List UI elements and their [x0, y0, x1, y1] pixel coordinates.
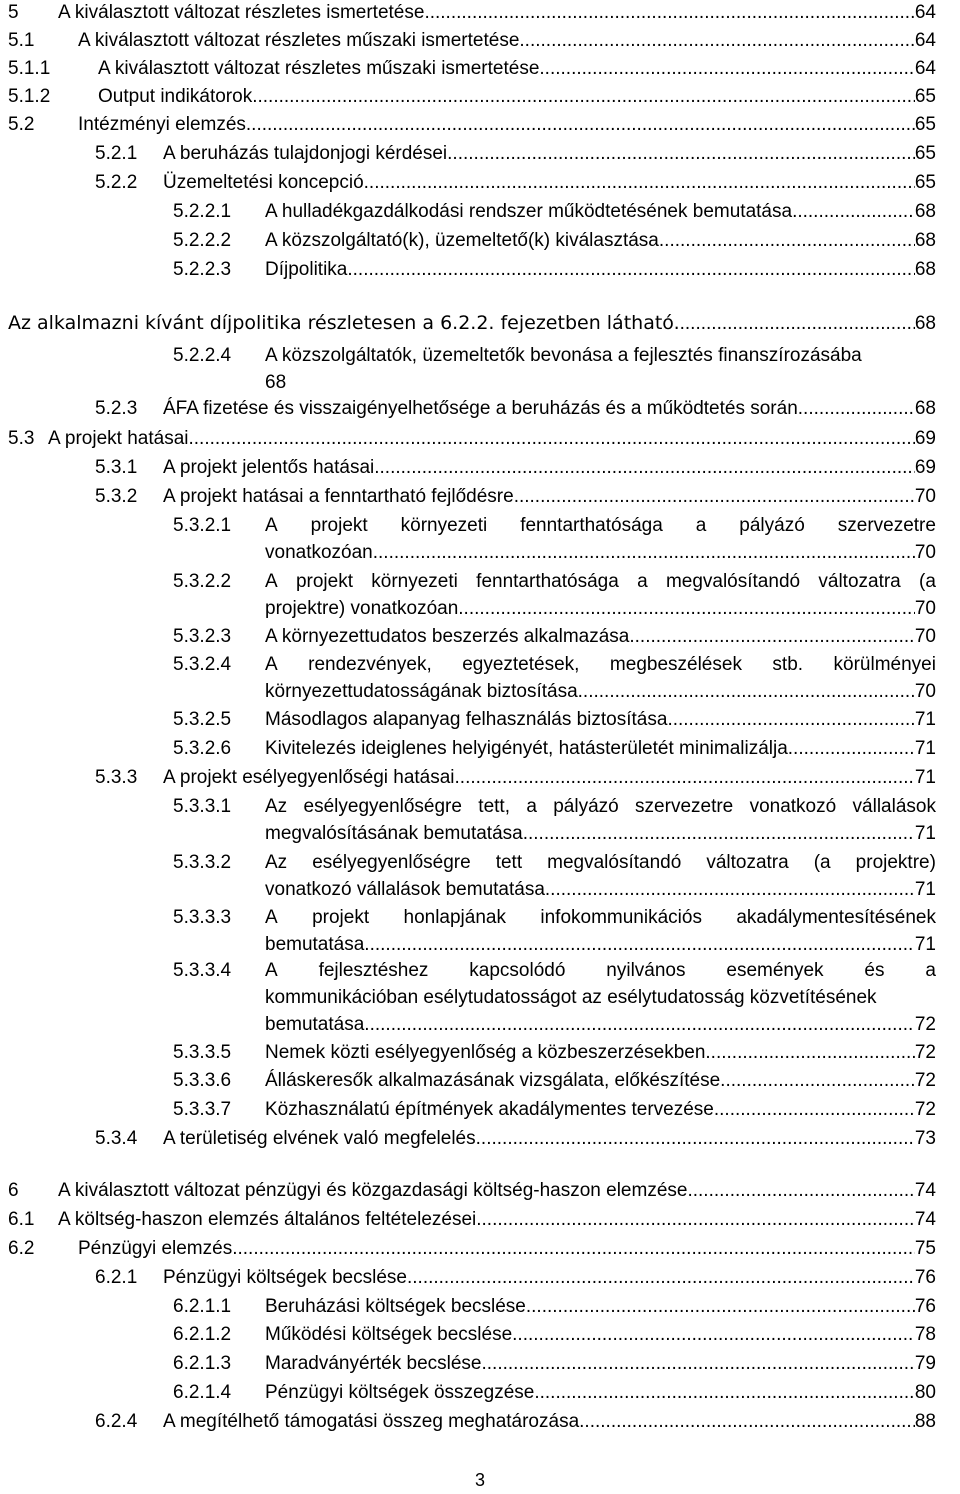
toc-leader-dots — [720, 1068, 915, 1094]
toc-entry-title: környezettudatosságának biztosítása — [265, 681, 578, 702]
toc-page-number: 64 — [914, 58, 936, 79]
toc-entry — [0, 794, 936, 844]
toc-entry — [0, 1351, 936, 1377]
toc-entry — [0, 56, 936, 82]
toc-page-number: 71 — [914, 823, 936, 844]
toc-leader-dots — [680, 311, 915, 337]
toc-entry-number: 6.2.1 — [95, 1267, 138, 1288]
toc-leader-dots — [534, 1380, 915, 1406]
toc-leader-dots — [364, 170, 915, 196]
toc-leader-dots — [347, 257, 914, 283]
toc-entry-title: Nemek közti esélyegyenlőség a közbeszerzésekben — [265, 1042, 706, 1063]
toc-page-number: 74 — [914, 1209, 936, 1230]
toc-entry-line — [265, 1351, 936, 1377]
toc-entry — [0, 455, 936, 481]
toc-entry-title: A hulladékgazdálkodási rendszer működtetésének bemutatása — [265, 201, 793, 222]
toc-entry — [0, 84, 936, 110]
toc-page-number: 70 — [914, 542, 936, 563]
toc-entry-title: A beruházás tulajdonjogi kérdései — [163, 143, 448, 164]
toc-entry-line — [163, 170, 936, 196]
toc-entry-number: 5.2 — [8, 114, 35, 135]
toc-entry — [0, 1236, 936, 1262]
toc-page-number: 70 — [914, 626, 936, 647]
toc-entry-line — [78, 28, 936, 54]
toc-page-number: 74 — [914, 1180, 936, 1201]
toc-entry — [0, 141, 936, 167]
toc-entry-number: 5.1.1 — [8, 58, 51, 79]
toc-entry — [0, 343, 936, 393]
toc-entry-title: bemutatása — [265, 1014, 365, 1035]
toc-entry — [0, 1097, 936, 1123]
toc-entry-line — [163, 1409, 936, 1435]
toc-page-number: 76 — [914, 1296, 936, 1317]
toc-page-number: 75 — [914, 1238, 936, 1259]
toc-page-number: 68 — [914, 313, 936, 334]
toc-leader-dots — [476, 1207, 915, 1233]
toc-leader-dots — [364, 1012, 915, 1038]
toc-entry-title: A költség-haszon elemzés általános feltételezései — [58, 1209, 477, 1230]
toc-entry-line — [265, 679, 936, 705]
toc-page-number: 68 — [914, 259, 936, 280]
toc-entry-number: 5.3.1 — [95, 457, 138, 478]
toc-entry-title: A rendezvények, egyeztetések, megbeszélések stb. körülményei — [265, 654, 936, 675]
toc-entry-title: Közhasználatú építmények akadálymentes tervezése — [265, 1099, 714, 1120]
toc-entry-line — [163, 1126, 936, 1152]
toc-page-number: 72 — [914, 1070, 936, 1091]
toc-entry-number: 5.1.2 — [8, 86, 51, 107]
toc-entry — [0, 736, 936, 762]
toc-entry-line — [58, 1207, 936, 1233]
toc-entry-number: 5.3.2.6 — [173, 738, 232, 759]
toc-entry-line — [78, 1236, 936, 1262]
toc-entry-title: A közszolgáltató(k), üzemeltető(k) kiválasztása — [265, 230, 659, 251]
toc-page-number: 71 — [914, 738, 936, 759]
toc-entry-number: 6.2.1.1 — [173, 1296, 232, 1317]
toc-entry-title: Intézményi elemzés — [78, 114, 246, 135]
toc-entry — [0, 257, 936, 283]
toc-entry-number: 5.3.3.3 — [173, 907, 232, 928]
toc-entry-number: 5.3.3.1 — [173, 796, 232, 817]
toc-page-number: 65 — [914, 86, 936, 107]
toc-entry-line — [265, 1380, 936, 1406]
toc-page-number: 64 — [914, 2, 936, 23]
toc-page-number: 80 — [914, 1382, 936, 1403]
toc-entry-number: 5.2.2.3 — [173, 259, 232, 280]
toc-entry-number: 5.2.2.1 — [173, 201, 232, 222]
toc-entry-line — [265, 596, 936, 622]
toc-entry-title: A kiválasztott változat részletes műszaki ismertetése — [78, 30, 520, 51]
toc-entry-line — [78, 112, 936, 138]
toc-entry-line — [8, 310, 936, 337]
toc-entry — [0, 170, 936, 196]
toc-entry — [0, 28, 936, 54]
toc-entry-number: 6.2.1.3 — [173, 1353, 232, 1374]
toc-entry-number: 6.2.4 — [95, 1411, 138, 1432]
toc-entry — [0, 484, 936, 510]
toc-entry-title: Díjpolitika — [265, 259, 348, 280]
toc-entry — [0, 228, 936, 254]
toc-page-number: 73 — [914, 1128, 936, 1149]
toc-entry — [0, 426, 936, 452]
toc-entry-title: A közszolgáltatók, üzemeltetők bevonása a fejlesztés finanszírozásába — [265, 345, 862, 366]
toc-entry-title: Álláskeresők alkalmazásának vizsgálata, előkészítése — [265, 1070, 721, 1091]
toc-page-number: 88 — [914, 1411, 936, 1432]
toc-entry-line — [265, 932, 936, 958]
toc-entry-number: 5.3.3.7 — [173, 1099, 232, 1120]
toc-entry-number: 5.3.3.4 — [173, 960, 232, 981]
toc-entry — [0, 0, 936, 26]
toc-leader-dots — [455, 765, 915, 791]
toc-entry-number: 5.2.2 — [95, 172, 138, 193]
toc-page-number: 71 — [914, 767, 936, 788]
toc-entry — [0, 1068, 936, 1094]
toc-entry-title: A kiválasztott változat részletes ismertetése — [58, 2, 425, 23]
toc-entry-number: 5.3.2.1 — [173, 515, 232, 536]
toc-entry-number: 5.2.1 — [95, 143, 138, 164]
toc-entry-number: 5.3.2.3 — [173, 626, 232, 647]
toc-entry-title: A megítélhető támogatási összeg meghatározása — [163, 1411, 580, 1432]
toc-entry-line — [163, 484, 936, 510]
toc-leader-dots — [447, 141, 915, 167]
toc-entry — [0, 850, 936, 900]
toc-entry-title: megvalósításának bemutatása — [265, 823, 523, 844]
toc-entry-title: Beruházási költségek becslése — [265, 1296, 526, 1317]
toc-leader-dots — [476, 1126, 915, 1152]
toc-entry-line — [98, 56, 936, 82]
toc-entry-title: ÁFA fizetése és visszaigényelhetősége a beruházás és a működtetés során — [163, 398, 798, 419]
toc-page-number: 65 — [914, 172, 936, 193]
toc-entry-title: A kiválasztott változat részletes műszaki ismertetése — [98, 58, 540, 79]
toc-entry-title: A környezettudatos beszerzés alkalmazása — [265, 626, 630, 647]
toc-entry-title: A projekt hatásai a fenntartható fejlődésre — [163, 486, 514, 507]
toc-entry-title: Output indikátorok — [98, 86, 253, 107]
toc-entry-line — [98, 84, 936, 110]
toc-entry-line — [163, 396, 936, 422]
toc-entry — [0, 1265, 936, 1291]
toc-entry-line — [163, 141, 936, 167]
toc-leader-dots — [792, 199, 915, 225]
toc-entry — [0, 513, 936, 563]
toc-entry-title: A projekt hatásai — [48, 428, 189, 449]
toc-leader-dots — [407, 1265, 915, 1291]
toc-page-number: 76 — [914, 1267, 936, 1288]
toc-entry-title: Működési költségek becslése — [265, 1324, 513, 1345]
toc-leader-dots — [545, 877, 915, 903]
toc-leader-dots — [523, 821, 915, 847]
toc-entry-title: A projekt környezeti fenntarthatósága a pályázó szervezetre — [265, 515, 936, 536]
toc-leader-dots — [579, 1409, 915, 1435]
toc-leader-dots — [246, 112, 915, 138]
toc-page-number: 64 — [914, 30, 936, 51]
toc-entry-title: Az alkalmazni kívánt díjpolitika részletesen a 6.2.2. fejezetben látható. — [8, 312, 680, 334]
toc-entry-title: A fejlesztéshez kapcsolódó nyilvános események és a — [265, 960, 936, 981]
toc-entry-number: 5.3.3.2 — [173, 852, 232, 873]
toc-leader-dots — [578, 679, 915, 705]
toc-leader-dots — [232, 1236, 915, 1262]
toc-page-number: 72 — [914, 1014, 936, 1035]
toc-entry — [0, 707, 936, 733]
toc-leader-dots — [629, 624, 915, 650]
toc-page-number: 70 — [914, 598, 936, 619]
toc-entry-title: A projekt környezeti fenntarthatósága a megvalósítandó változatra (a — [265, 571, 936, 592]
toc-entry-number: 5.3.2.2 — [173, 571, 232, 592]
toc-leader-dots — [252, 84, 915, 110]
toc-entry-title: A projekt jelentős hatásai — [163, 457, 375, 478]
toc-entry — [0, 569, 936, 619]
toc-entry-number: 5.3.2 — [95, 486, 138, 507]
toc-entry-title: bemutatása — [265, 934, 365, 955]
toc-entry-title: Kivitelezés ideiglenes helyigényét, hatásterületét minimalizálja — [265, 738, 788, 759]
toc-entry-line — [48, 426, 936, 452]
toc-entry-line — [265, 624, 936, 650]
toc-entry — [0, 765, 936, 791]
toc-entry — [0, 652, 936, 702]
toc-entry — [0, 1294, 936, 1320]
toc-leader-dots — [659, 228, 915, 254]
toc-leader-dots — [512, 1322, 915, 1348]
toc-page-number: 68 — [914, 230, 936, 251]
toc-leader-dots — [514, 484, 915, 510]
toc-page-number: 69 — [914, 457, 936, 478]
toc-entry-number: 6 — [8, 1180, 19, 1201]
toc-leader-dots — [687, 1178, 914, 1204]
toc-leader-dots — [667, 707, 914, 733]
toc-leader-dots — [374, 455, 915, 481]
toc-entry-line — [265, 228, 936, 254]
toc-entry — [0, 1322, 936, 1348]
toc-leader-dots — [714, 1097, 915, 1123]
toc-entry-title: projektre) vonatkozóan — [265, 598, 459, 619]
toc-entry-number: 5.1 — [8, 30, 35, 51]
toc-leader-dots — [519, 28, 914, 54]
toc-entry-line — [58, 0, 936, 26]
toc-page-number: 72 — [914, 1099, 936, 1120]
toc-entry-title: vonatkozóan — [265, 542, 373, 563]
toc-entry-line — [265, 1040, 936, 1066]
toc-entry-title: vonatkozó vállalások bemutatása — [265, 879, 545, 900]
toc-leader-dots — [188, 426, 914, 452]
page-number: 3 — [474, 1470, 485, 1490]
toc-page-number: 79 — [914, 1353, 936, 1374]
toc-entry-line — [265, 1322, 936, 1348]
toc-entry-number: 6.2.1.2 — [173, 1324, 232, 1345]
toc-entry-line — [265, 821, 936, 847]
toc-entry-line — [58, 1178, 936, 1204]
toc-entry-title: Pénzügyi költségek becslése — [163, 1267, 407, 1288]
toc-entry-number: 5.3.3.6 — [173, 1070, 232, 1091]
toc-entry — [0, 1380, 936, 1406]
toc-entry-title: Másodlagos alapanyag felhasználás biztosítása — [265, 709, 668, 730]
toc-entry-title: Üzemeltetési koncepció — [163, 172, 364, 193]
toc-leader-dots — [482, 1351, 915, 1377]
toc-page-number: 69 — [914, 428, 936, 449]
toc-entry — [0, 624, 936, 650]
toc-entry-number: 6.2 — [8, 1238, 35, 1259]
toc-entry-line — [265, 1294, 936, 1320]
toc-entry-line — [265, 540, 936, 566]
toc-entry — [0, 1409, 936, 1435]
toc-entry-line — [163, 455, 936, 481]
toc-entry-number: 5.3.2.5 — [173, 709, 232, 730]
toc-entry-number: 5.3.3.5 — [173, 1042, 232, 1063]
toc-leader-dots — [364, 932, 915, 958]
toc-leader-dots — [373, 540, 915, 566]
toc-entry-line — [265, 257, 936, 283]
toc-entry-number: 5.3.2.4 — [173, 654, 232, 675]
toc-page-number: 72 — [914, 1042, 936, 1063]
toc-entry — [0, 310, 936, 336]
toc-entry-line — [265, 707, 936, 733]
toc-leader-dots — [526, 1294, 915, 1320]
toc-entry-line — [265, 1068, 936, 1094]
toc-entry-number: 5.3.4 — [95, 1128, 138, 1149]
toc-entry — [0, 1126, 936, 1152]
toc-entry-title: Az esélyegyenlőségre tett megvalósítandó változatra (a projektre) — [265, 852, 936, 873]
toc-entry-title: Az esélyegyenlőségre tett, a pályázó szervezetre vonatkozó vállalások — [265, 796, 936, 817]
toc-page-number: 68 — [265, 372, 287, 393]
toc-entry-number: 5.2.2.2 — [173, 230, 232, 251]
toc-entry-title: kommunikációban esélytudatosságot az esélytudatosság közvetítésének — [265, 987, 877, 1008]
toc-entry — [0, 958, 936, 1035]
toc-entry-title: Pénzügyi költségek összegzése — [265, 1382, 535, 1403]
toc-entry-title: A projekt esélyegyenlőségi hatásai — [163, 767, 455, 788]
toc-leader-dots — [788, 736, 915, 762]
toc-entry — [0, 1040, 936, 1066]
toc-page-number: 65 — [914, 114, 936, 135]
toc-leader-dots — [539, 56, 914, 82]
toc-leader-dots — [798, 396, 915, 422]
toc-entry-number: 5.3.3 — [95, 767, 138, 788]
toc-entry-title: A területiség elvének való megfelelés — [163, 1128, 476, 1149]
toc-entry-line — [265, 199, 936, 225]
toc-entry — [0, 1178, 936, 1204]
toc-entry-number: 6.1 — [8, 1209, 35, 1230]
toc-entry-number: 5.2.2.4 — [173, 345, 232, 366]
toc-entry-number: 5.2.3 — [95, 398, 138, 419]
toc-entry-line — [163, 765, 936, 791]
toc-entry — [0, 1207, 936, 1233]
toc-page-number: 70 — [914, 486, 936, 507]
toc-entry-title: Maradványérték becslése — [265, 1353, 482, 1374]
toc-entry-line — [163, 1265, 936, 1291]
toc-entry-number: 5 — [8, 2, 19, 23]
toc-entry — [0, 112, 936, 138]
toc-entry — [0, 396, 936, 422]
toc-page-number: 68 — [914, 201, 936, 222]
toc-leader-dots — [705, 1040, 914, 1066]
toc-entry-number: 5.3 — [8, 428, 35, 449]
toc-entry — [0, 199, 936, 225]
toc-entry-number: 6.2.1.4 — [173, 1382, 232, 1403]
toc-entry-title: A projekt honlapjának infokommunikációs akadálymentesítésének — [265, 907, 936, 928]
toc-leader-dots — [424, 0, 914, 26]
toc-leader-dots — [458, 596, 915, 622]
toc-entry-title: A kiválasztott változat pénzügyi és közgazdasági költség-haszon elemzése — [58, 1180, 688, 1201]
toc-page-number: 68 — [914, 398, 936, 419]
toc-entry — [0, 905, 936, 955]
toc-page-number: 71 — [914, 709, 936, 730]
toc-entry-title: Pénzügyi elemzés — [78, 1238, 233, 1259]
toc-page-number: 70 — [914, 681, 936, 702]
toc-entry-line — [265, 1012, 936, 1038]
toc-entry-line — [265, 736, 936, 762]
toc-page-number: 65 — [914, 143, 936, 164]
toc-page-number: 71 — [914, 879, 936, 900]
toc-page-number: 71 — [914, 934, 936, 955]
toc-entry-line — [265, 877, 936, 903]
toc-entry-line — [265, 1097, 936, 1123]
toc-page-number: 78 — [914, 1324, 936, 1345]
